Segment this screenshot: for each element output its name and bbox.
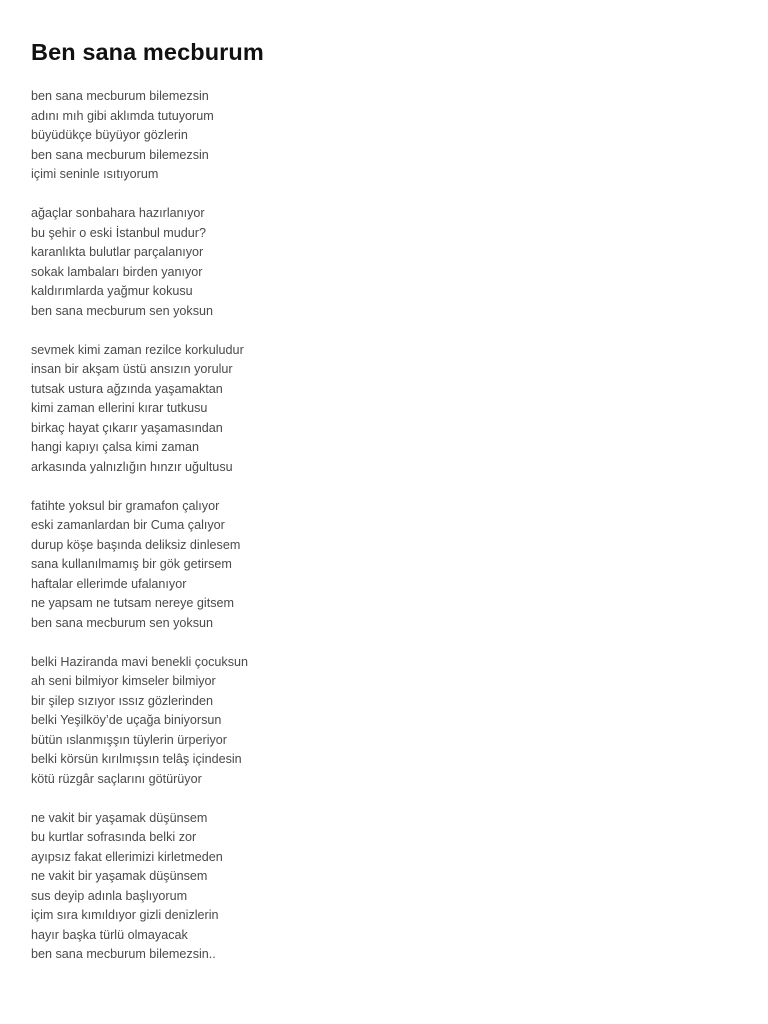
poem-line: ah seni bilmiyor kimseler bilmiyor	[31, 674, 216, 688]
poem-line: haftalar ellerimde ufalanıyor	[31, 576, 187, 591]
stanza	[31, 653, 731, 790]
stanza	[31, 341, 731, 478]
poem-body	[31, 87, 731, 965]
poem-line: tutsak ustura ağzında yaşamaktan	[31, 381, 223, 396]
poem-line: içimi seninle ısıtıyorum	[31, 167, 159, 181]
poem-line: belki körsün kırılmışsın telâş içindesin	[31, 752, 242, 766]
poem-line: belki Yeşilköy’de uçağa biniyorsun	[31, 713, 222, 727]
poem-line: ben sana mecburum sen yoksun	[31, 615, 214, 630]
stanza	[31, 204, 731, 321]
poem-line: arkasında yalnızlığın hınzır uğultusu	[31, 459, 233, 474]
poem-line: ben sana mecburum bilemezsin	[31, 89, 209, 103]
poem-line: ne yapsam ne tutsam nereye gitsem	[31, 596, 235, 610]
poem-line: kaldırımlarda yağmur kokusu	[31, 284, 193, 298]
poem-line: büyüdükçe büyüyor gözlerin	[31, 128, 188, 142]
poem-line: ağaçlar sonbahara hazırlanıyor	[31, 206, 205, 220]
poem-line: sokak lambaları birden yanıyor	[31, 264, 203, 279]
poem-line: bu şehir o eski İstanbul mudur?	[31, 225, 207, 240]
stanza	[31, 497, 731, 634]
poem-line: adını mıh gibi aklımda tutuyorum	[31, 108, 214, 123]
poem-line: ayıpsız fakat ellerimizi kirletmeden	[31, 849, 223, 864]
poem-line: fatihte yoksul bir gramafon çalıyor	[31, 498, 220, 513]
poem-line: sus deyip adınla başlıyorum	[31, 888, 188, 903]
poem-line: ben sana mecburum sen yoksun	[31, 303, 214, 318]
poem-line: karanlıkta bulutlar parçalanıyor	[31, 245, 204, 259]
poem-line: sevmek kimi zaman rezilce korkuludur	[31, 342, 244, 357]
poem-line: ben sana mecburum bilemezsin..	[31, 947, 216, 961]
poem-line: hayır başka türlü olmayacak	[31, 927, 188, 942]
poem-line: eski zamanlardan bir Cuma çalıyor	[31, 518, 225, 532]
poem-line: bütün ıslanmışşın tüylerin ürperiyor	[31, 732, 227, 747]
poem-line: kötü rüzgâr saçlarını götürüyor	[31, 771, 202, 786]
stanza	[31, 87, 731, 185]
poem-line: ne vakit bir yaşamak düşünsem	[31, 869, 208, 883]
poem-line: bu kurtlar sofrasında belki zor	[31, 830, 197, 844]
poem-line: ne vakit bir yaşamak düşünsem	[31, 810, 208, 825]
poem-line: durup köşe başında deliksiz dinlesem	[31, 537, 241, 552]
poem-line: bir şilep sızıyor ıssız gözlerinden	[31, 693, 213, 708]
page-title: Ben sana mecburum	[31, 39, 264, 65]
poem-line: belki Haziranda mavi benekli çocuksun	[31, 654, 249, 669]
poem-line: kimi zaman ellerini kırar tutkusu	[31, 401, 208, 415]
poem-line: birkaç hayat çıkarır yaşamasından	[31, 420, 223, 435]
poem-line: sana kullanılmamış bir gök getirsem	[31, 557, 232, 571]
document-page	[31, 36, 731, 984]
poem-line: içim sıra kımıldıyor gizli denizlerin	[31, 908, 219, 922]
poem-line: hangi kapıyı çalsa kimi zaman	[31, 440, 199, 454]
poem-line: insan bir akşam üstü ansızın yorulur	[31, 362, 233, 376]
stanza	[31, 809, 731, 965]
poem-line: ben sana mecburum bilemezsin	[31, 147, 209, 162]
